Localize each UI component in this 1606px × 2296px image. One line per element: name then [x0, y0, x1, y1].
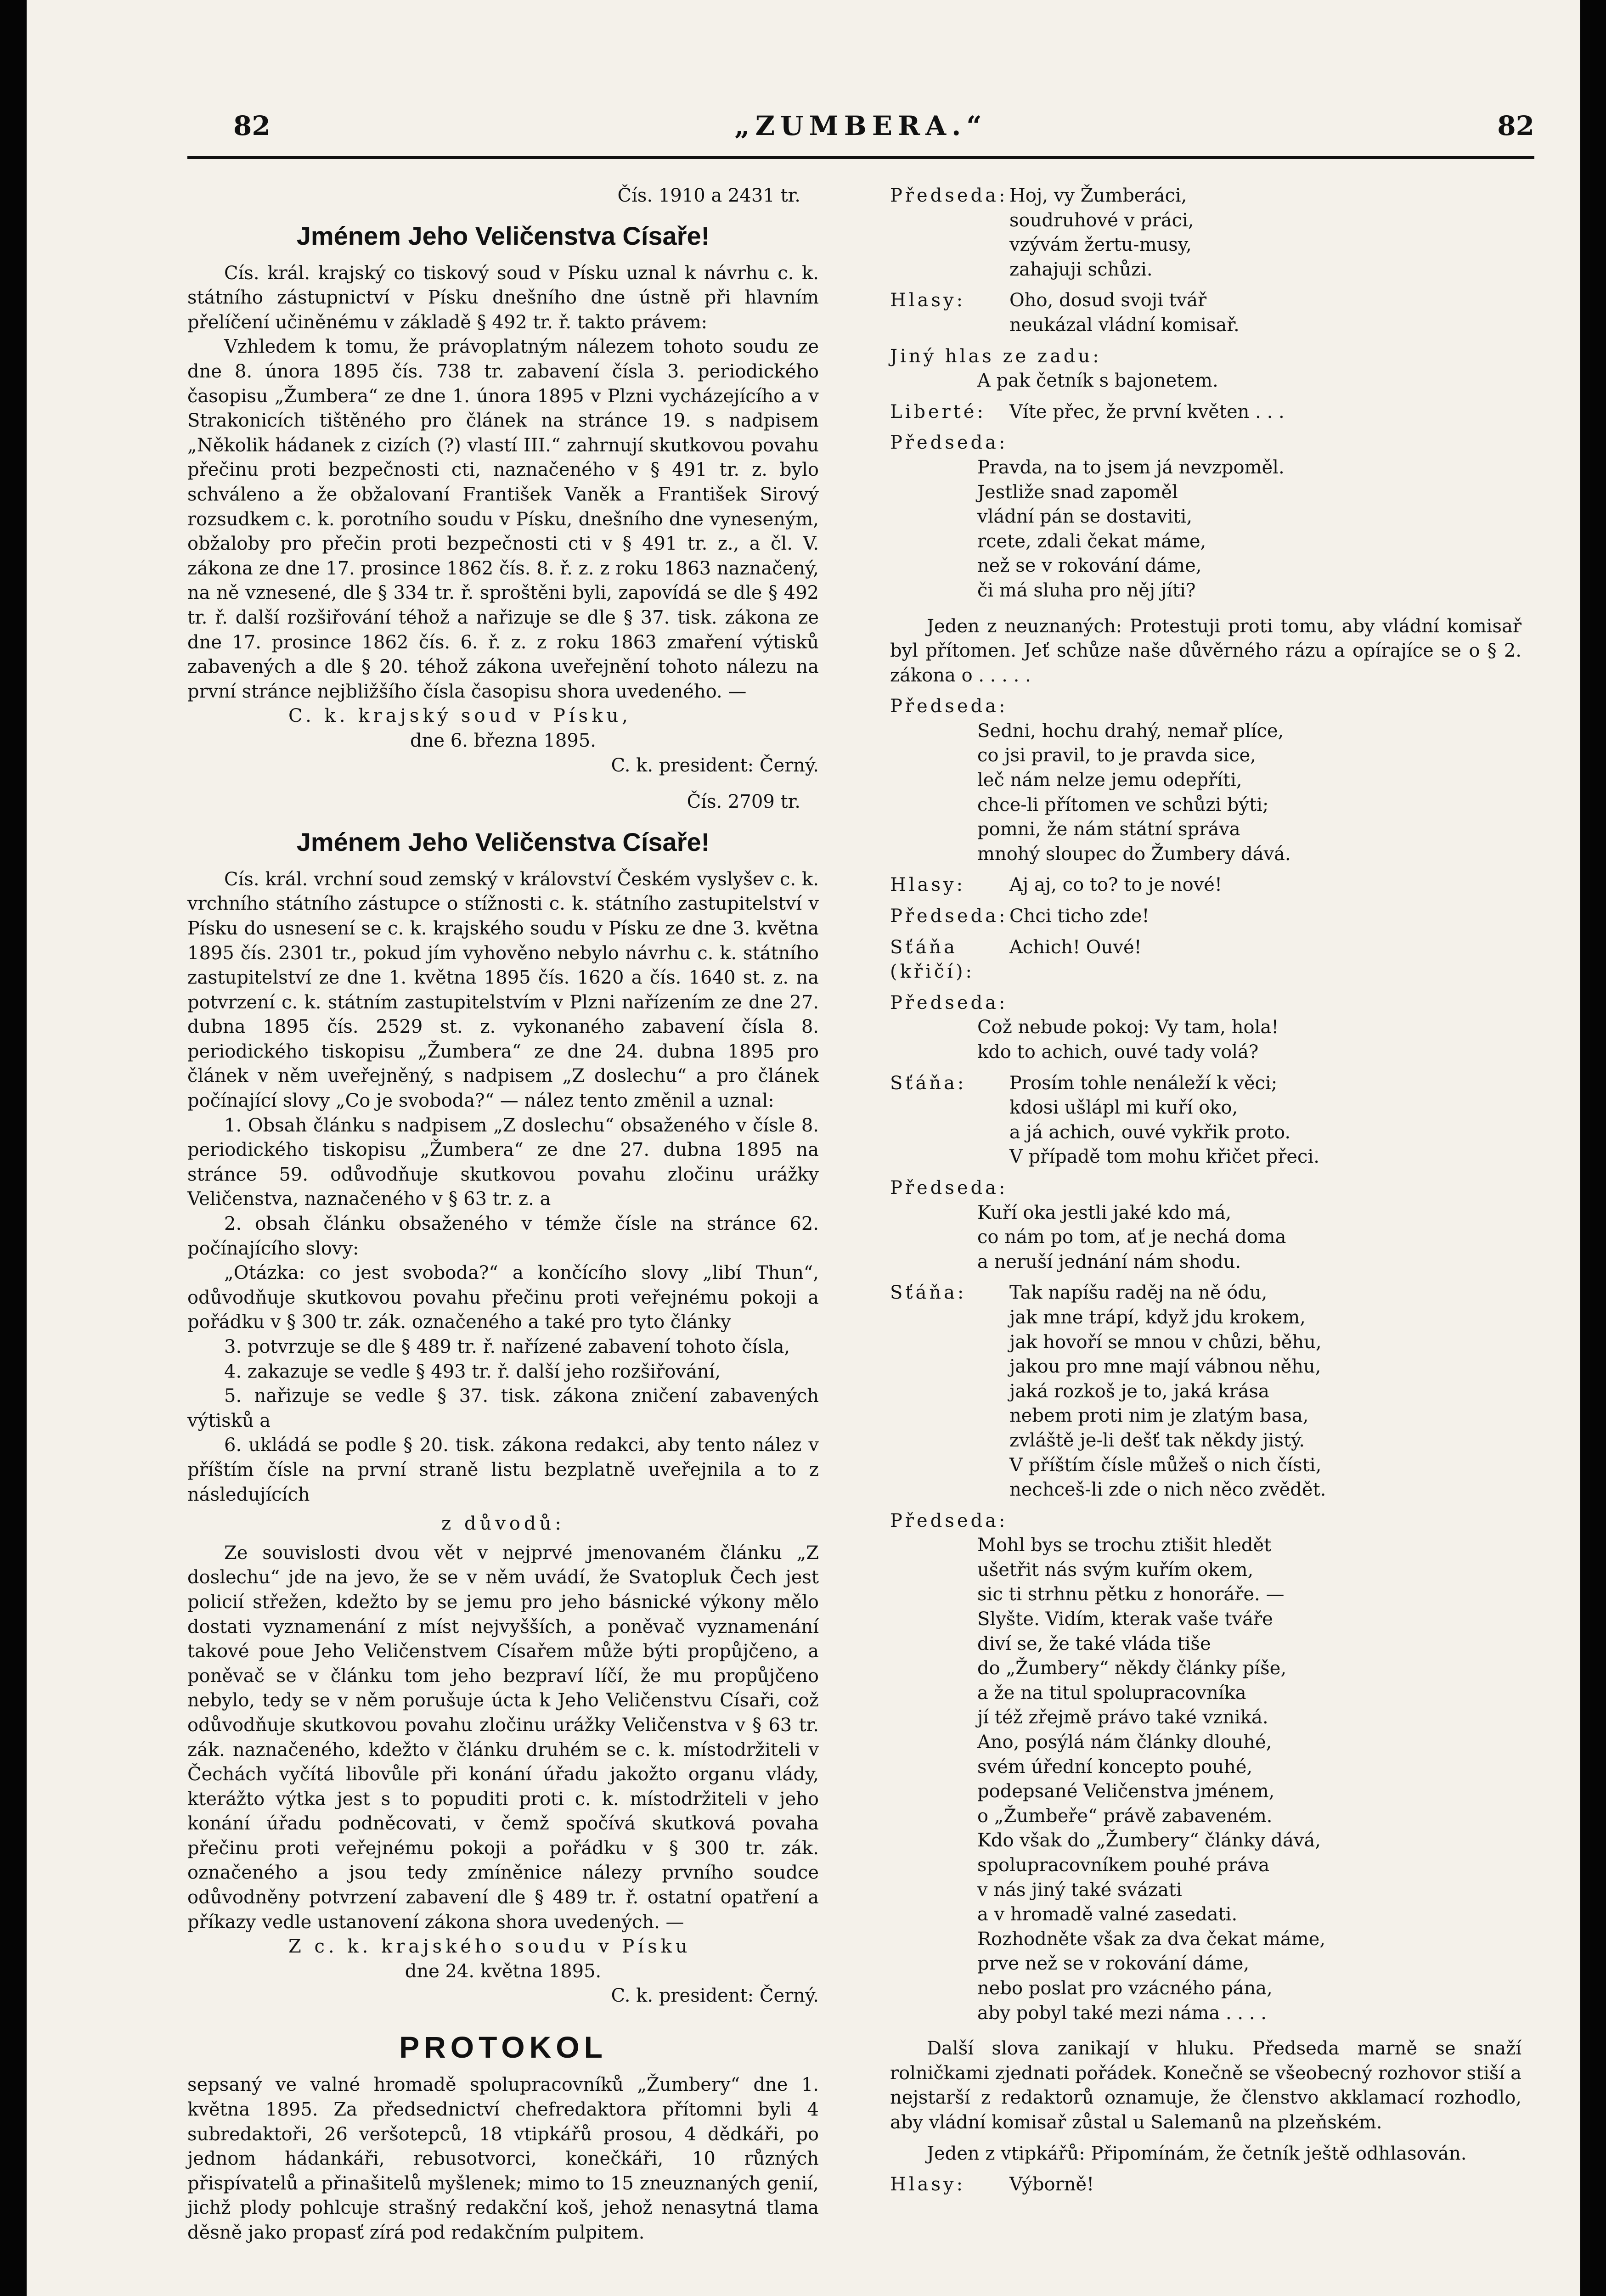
dialogue-line: [890, 1281, 1521, 1502]
dialogue-line: [890, 935, 1521, 985]
verdict-1-date: dne 6. března 1895.: [410, 730, 596, 751]
speaker: Předseda:: [890, 992, 1008, 1013]
speech: Oho, dosud svoji tvář neukázal vládní komisař.: [1009, 290, 1240, 336]
verdict-2-paragraph: Ze souvislosti dvou vět v nejprvé jmenovaném článku „Z doslechu“ jde na jevo, že se v něm uvádí, že Svatopluk Čech jest policií střežen, kdežto by se jemu pro jeho básnické výkony mělo dostati vyznamenání z míst nejvyšších, a poněvač vyznamenání takové poue Jeho Veličenstvem Císařem může býti propůjčeno, a poněvač se v článku tom jeho bezpraví líčí, že mu propůjčeno nebylo, tedy se v něm porušuje úcta k Jeho Veličenstvu Císaři, což odůvodňuje skutkovou povahu zločinu urážky Veličenstva v § 63 tr. zák. naznačeného, kdežto v článku druhém se c. k. místodržiteli v Čechách vyčítá libovůle při konání úřadu jakožto organu vlády, kterážto výtka jest s to popuditi proti c. k. místodržiteli v jeho konání úřadu podněcovati, v čemž spočívá skutková povaha přečinu proti veřejnému pokoji a pořádku v § 300 tr. zák. označeného a jsou tedy zmíněnice nálezy prvního soudce odůvodněny potvrzení zabavení dle § 489 tr. ř. ostatní opatření a příkazy vedle ustanovení zákona shora uvedených. —: [187, 1542, 819, 1933]
speaker: Jiný hlas ze zadu:: [890, 345, 1102, 367]
page-number-right: 82: [1497, 110, 1534, 141]
verdict-2-paragraph: 5. nařizuje se vedle § 37. tisk. zákona zničení zabavených výtisků a: [187, 1385, 819, 1431]
verdict-2-paragraph: „Otázka: co jest svoboda?“ a končícího slovy „libí Thun“, odůvodňuje skutkovou povahu přečinu proti veřejnému pokoji a pořádku v § 300 tr. zák. označeného a také pro tyto články: [187, 1262, 819, 1333]
dialogue-paragraph: Jeden z neuznaných: Protestuji proti tomu, aby vládní komisař byl přítomen. Jeť schůze naše důvěrného rázu a opírajíce se o § 2. zákona o . . . . .: [890, 615, 1521, 686]
verdict-2-paragraph: Cís. král. vrchní soud zemský v království Českém vyslyšev c. k. vrchního státního zástupce o stížnosti c. k. státního zastupitelství v Písku do usnesení se c. k. krajského soudu v Písku ze dne 3. května 1895 čís. 2301 tr., pokud jím vyhověno nebylo návrhu c. k. státního zastupitelství ze dne 1. května 1895 čís. 1620 a čís. 1640 st. z. na potvrzení c. k. státním zastupitelstvím v Plzni nařízením ze dne 27. dubna 1895 čís. 2529 st. z. vykonaného zabavení čísla 8. periodického tiskopisu „Žumbera“ ze dne 24. dubna 1895 pro článek v něm uveřejněný, s nadpisem „Z doslechu“ a pro článek počínající slovy „Co je svoboda?“ — nález tento změnil a uznal:: [187, 868, 819, 1112]
verdict-2-paragraph: 1. Obsah článku s nadpisem „Z doslechu“ obsaženého v čísle 8. periodického tiskopisu „Žumbera“ ze dne 27. dubna 1895 na stránce 59. odůvodňuje skutkovou povahu zločinu urážky Veličenstva, naznačeného v § 63 tr. z. a: [187, 1114, 819, 1210]
speaker: Předseda:: [890, 1510, 1008, 1531]
verdict-2-paragraph: 3. potvrzuje se dle § 489 tr. ř. nařízené zabavení tohoto čísla,: [224, 1336, 790, 1357]
dialogue-line: [890, 184, 1521, 282]
verdict-2-date: dne 24. května 1895.: [405, 1960, 602, 1982]
speaker: Předseda:: [890, 696, 1008, 717]
speech: Což nebude pokoj: Vy tam, hola! kdo to achich, ouvé tady volá?: [977, 1017, 1279, 1063]
verdict-1-president: C. k. president: Černý.: [611, 754, 819, 776]
speech: Víte přec, že první květen . . .: [1009, 401, 1285, 422]
speaker: Hlasy:: [890, 2174, 966, 2195]
speech: A pak četník s bajonetem.: [977, 370, 1218, 392]
verdict-1-signature: C. k. krajský soud v Písku,: [288, 705, 631, 727]
verdict-2-paragraph: 2. obsah článku obsaženého v témže čísle na stránce 62. počínajícího slovy:: [187, 1213, 819, 1259]
speech: Hoj, vy Žumberáci, soudruhové v práci, vzývám žertu-musy, zahajuji schůzi.: [1009, 185, 1194, 280]
verdict-2-heading: Jménem Jeho Veličenstva Císaře!: [296, 827, 710, 856]
dialogue-paragraph: Jeden z vtipkářů: Připomínám, že četník ještě odhlasován.: [927, 2143, 1467, 2164]
page-header: [187, 92, 1534, 159]
speech: Aj aj, co to? to je nové!: [1009, 874, 1223, 896]
speaker: Sťáňa (křičí):: [890, 936, 975, 983]
right-column: [890, 184, 1521, 2197]
page-number-left: 82: [233, 110, 270, 141]
left-column: [187, 184, 819, 2245]
dialogue-line: [890, 400, 1521, 425]
protocol-intro: sepsaný ve valné hromadě spolupracovníků „Žumbery“ dne 1. května 1895. Za předsednictví chefredaktora přítomni byli 4 subredaktoři, 26 veršotepců, 18 vtipkářů prosou, 4 dědkáři, po jednom hádankáři, rebusotvorci, konečkáři, 10 různých přispívatelů a přinašitelů myšlenek; mimo to 15 zneuznaných genií, jichž plody pohlcuje strašný redakční koš, jehož nenasytná tlama děsně jako propasť zírá pod redakčním pulpitem.: [187, 2074, 819, 2244]
speech: Mohl bys se trochu ztišit hledět ušetřit nás svým kuřím okem, sic ti strhnu pětku z honoráře. — Slyšte. Vidím, kterak vaše tváře diví se, že také vláda tiše do „Žumbery“ někdy články píše, a že na titul spolupracovníka jí též zřejmě právo také vzniká. Ano, posýlá nám články dlouhé, svém úřední koncepto pouhé, podepsané Veličenstva jménem, o „Žumbeře“ právě zabaveném. Kdo však do „Žumbery“ články dává, spolupracovníkem pouhé práva v nás jiný také svázati a v hromadě valné zasedati. Rozhodněte však za dva čekat máme, prve než se v rokování dáme, nebo poslat pro vzácného pána, aby pobyl také mezi náma . . . .: [977, 1535, 1325, 2024]
verdict-2-paragraph: 6. ukládá se podle § 20. tisk. zákona redakci, aby tento nález v příštím čísle na první straně listu bezplatně uveřejnila a to z následujících: [187, 1435, 819, 1505]
newspaper-page: [27, 0, 1580, 2296]
dialogue-line: [890, 288, 1521, 338]
speech: Pravda, na to jsem já nevzpoměl. Jestliže snad zapoměl vládní pán se dostaviti, rcete, zdali čekat máme, než se v rokování dáme, či má sluha pro něj jíti?: [977, 456, 1285, 601]
speaker: Předseda:: [890, 1177, 1008, 1199]
verdict-1-heading: Jménem Jeho Veličenstva Císaře!: [296, 221, 710, 250]
speech: Prosím tohle nenáleží k věci; kdosi ušlápl mi kuří oko, a já achich, ouvé vykřik proto. V případě tom mohu křičet přeci.: [1009, 1072, 1319, 1168]
verdict-2-president: C. k. president: Černý.: [611, 1985, 819, 2007]
speech: Achich! Ouvé!: [1009, 936, 1142, 958]
speech: Sedni, hochu drahý, nemař plíce, co jsi pravil, to je pravda sice, leč nám nelze jemu odepříti, chce-li přítomen ve schůzi býti; pomni, že nám státní správa mnohý sloupec do Žumbery dává.: [977, 720, 1291, 865]
dialogue-line: [890, 873, 1521, 898]
protocol-heading: PROTOKOL: [399, 2030, 607, 2065]
masthead-title: „ZUMBERA.“: [734, 110, 987, 141]
dialogue-line: [890, 904, 1521, 929]
dialogue-line: [890, 2172, 1521, 2197]
speaker: Předseda:: [890, 185, 1008, 206]
speaker: Předseda:: [890, 906, 1008, 927]
verdict-1-paragraph: Vzhledem k tomu, že právoplatným nálezem tohoto soudu ze dne 8. února 1895 čís. 738 tr. zabavení čísla 3. periodického časopisu „Žumbera“ ze dne 1. února 1895 v Plzni vycházejícího a v Strakonicích tištěného pro článek na stránce 19. s nadpisem „Několik hádanek z cizích (?) vlastí III.“ zahrnují skutkovou povahu přečinu proti bezpečnosti cti, naznačeného v § 491 tr. z. bylo schváleno a že obžalovaní František Vaněk a František Sirový rozsudkem c. k. porotního soudu v Písku, dnešního dne vyneseným, obžaloby pro přečin proti bezpečnosti cti v § 491 tr. z., a čl. V. zákona ze dne 17. prosince 1862 čís. 8. ř. z. z roku 1863 naznačený, na ně vznesené, dle § 334 tr. ř. sproštěni byli, zapovídá se dle § 492 tr. ř. další rozšiřování téhož a nařizuje se dle § 37. tisk. zákona ze dne 17. prosince 1862 čís. 6. ř. z. z roku 1863 zmaření výtisků zabavených a dle § 20. téhož zákona uveřejnění tohoto nálezu na první stránce nejbližšího čísla časopisu shora uvedeného. —: [187, 336, 819, 702]
verdict-1-reference: Čís. 1910 a 2431 tr.: [617, 185, 800, 206]
speaker: Hlasy:: [890, 290, 966, 311]
speaker: Předseda:: [890, 432, 1008, 454]
speaker: Sťáňa:: [890, 1072, 967, 1094]
verdict-2-paragraph: 4. zakazuje se vedle § 493 tr. ř. další jeho rozšiřování,: [224, 1361, 721, 1382]
speech: Výborně!: [1009, 2174, 1094, 2195]
verdict-2-reasons-heading: z důvodů:: [441, 1513, 565, 1535]
speaker: Sťáňa:: [890, 1282, 967, 1304]
verdict-2-signature: Z c. k. krajského soudu v Písku: [288, 1936, 691, 1958]
speaker: Hlasy:: [890, 874, 966, 896]
verdict-1-paragraph: Cís. král. krajský co tiskový soud v Písku uznal k návrhu c. k. státního zástupnictví v Písku dnešního dne ústně při hlavním přelíčení učiněnému v základě § 492 tr. ř. takto právem:: [187, 262, 819, 333]
speech: Tak napíšu raděj na ně ódu, jak mne trápí, když jdu krokem, jak hovoří se mnou v chůzi, běhu, jakou pro mne mají vábnou něhu, jaká rozkoš je to, jaká krása nebem proti nim je zlatým basa, zvláště je-li dešť tak někdy jistý. V příštím čísle můžeš o nich čísti, nechceš-li zde o nich něco zvědět.: [1009, 1282, 1326, 1501]
verdict-2-reference: Čís. 2709 tr.: [687, 791, 800, 813]
dialogue-line: [890, 1071, 1521, 1170]
speaker: Liberté:: [890, 401, 986, 422]
narration-paragraph: Další slova zanikají v hluku. Předseda marně se snaží rolničkami zjednati pořádek. Konečně se všeobecný rozhovor stiší a nejstarší z redaktorů oznamuje, že členstvo akklamací rozhodlo, aby vládní komisař zůstal u Salemanů na plzeňském.: [890, 2038, 1521, 2133]
speech: Chci ticho zde!: [1009, 906, 1150, 927]
speech: Kuří oka jestli jaké kdo má, co nám po tom, ať je nechá doma a neruší jednání nám shodu.: [977, 1202, 1286, 1272]
